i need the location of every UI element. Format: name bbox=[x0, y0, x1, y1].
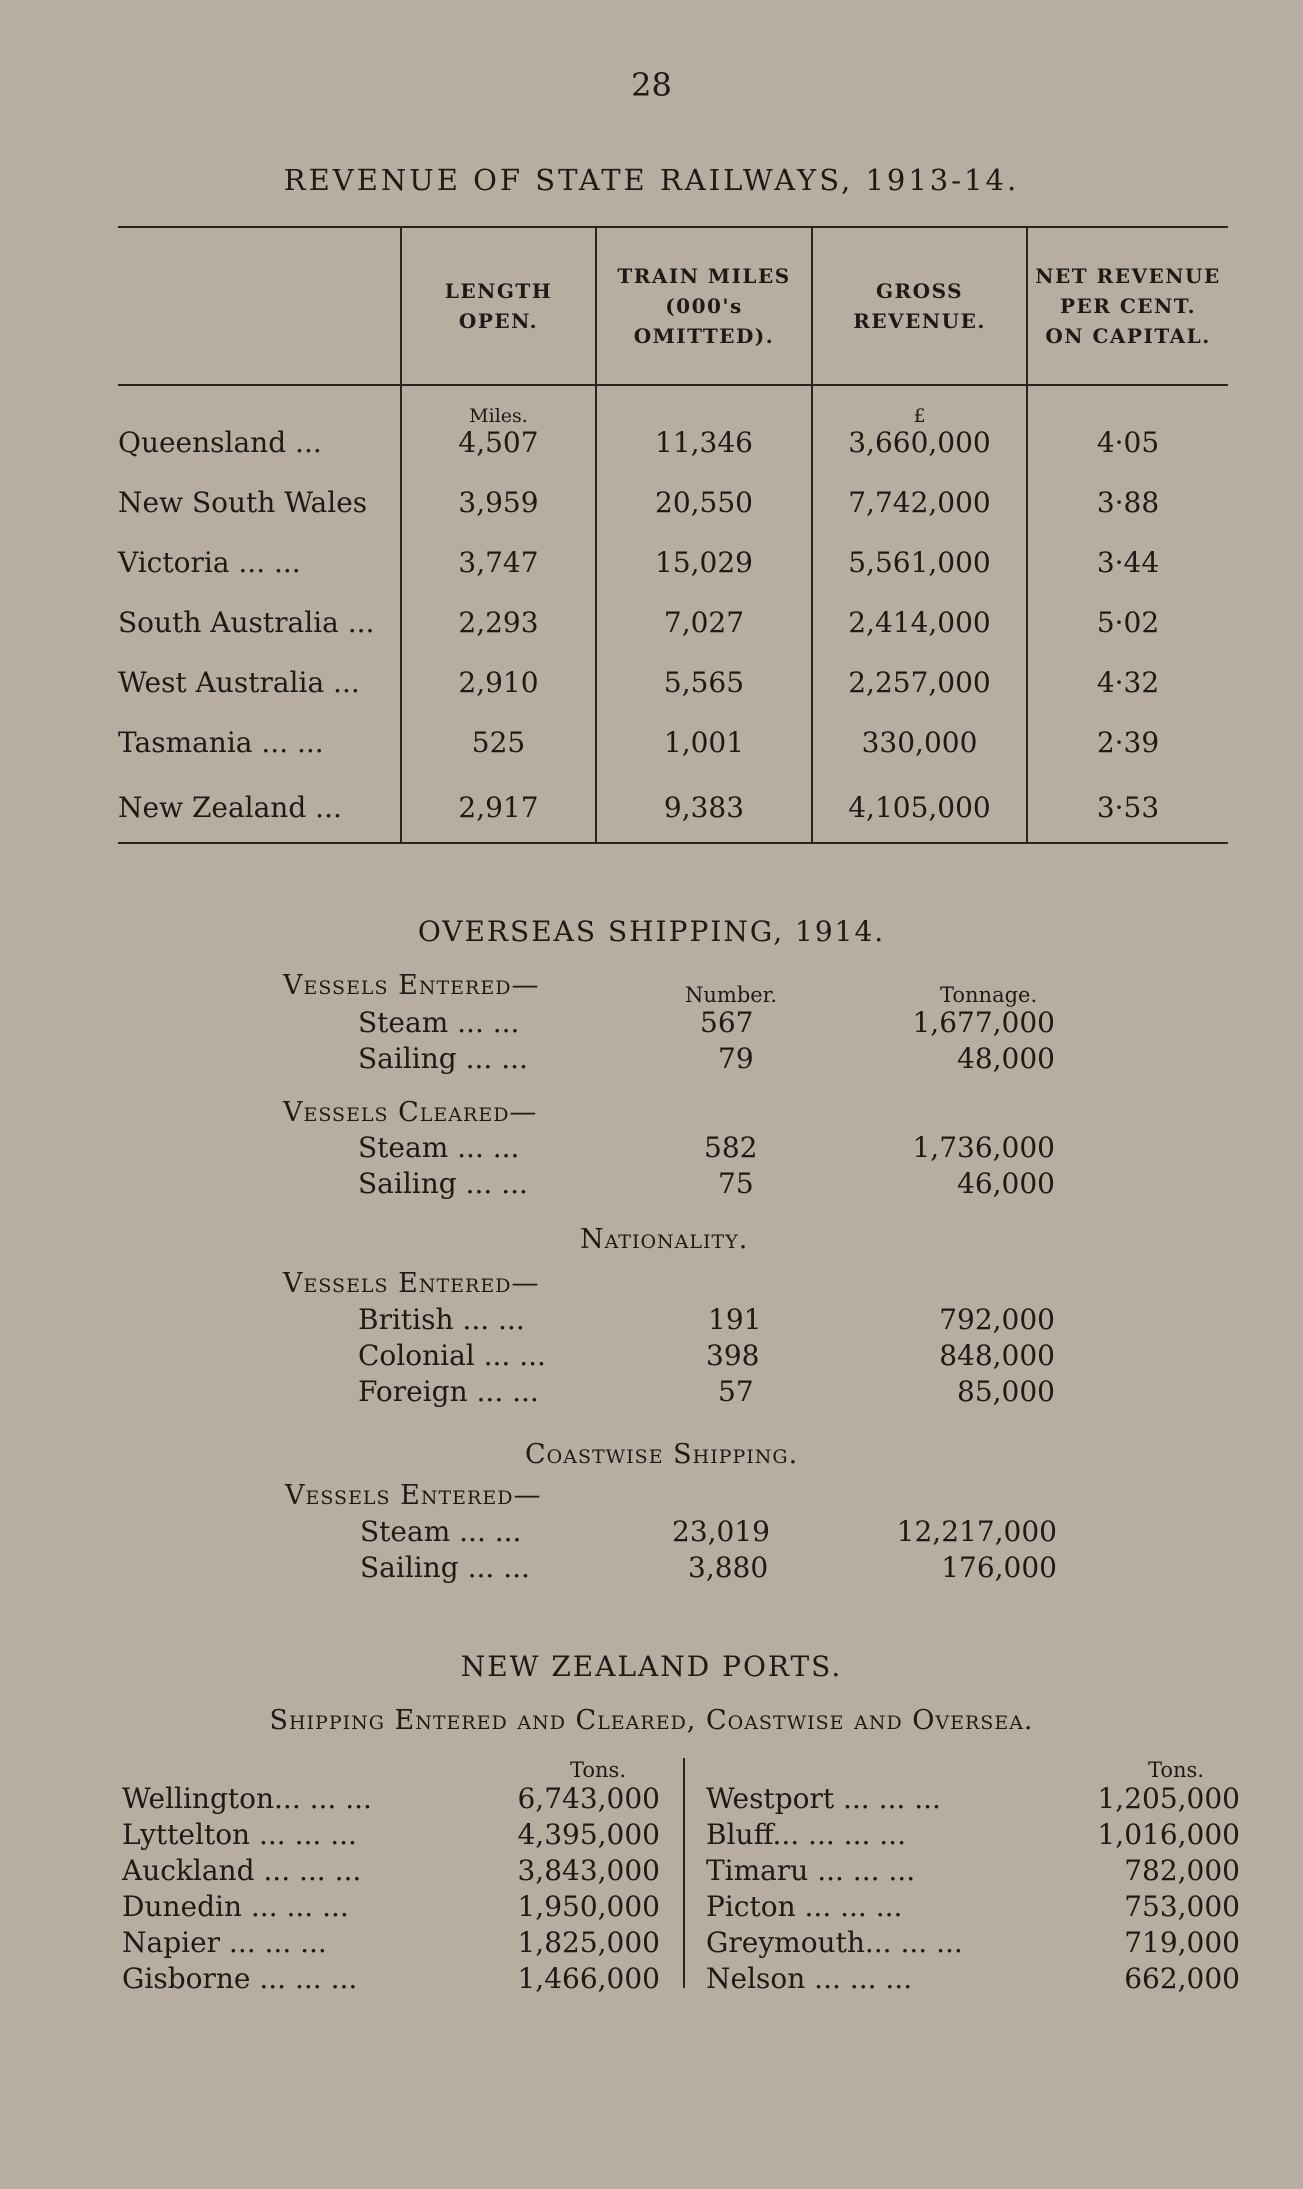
table-row bbox=[118, 772, 1228, 843]
tonnage-header: Tonnage. bbox=[940, 983, 1038, 1007]
revenue-header-blank bbox=[118, 227, 401, 385]
port-name: Greymouth... ... ... bbox=[706, 1926, 963, 1959]
port-tons: 1,950,000 bbox=[517, 1890, 660, 1923]
port-tons: 753,000 bbox=[1124, 1890, 1240, 1923]
entered-label: Vessels Entered— bbox=[283, 970, 540, 1001]
state-name: Queensland ... bbox=[118, 425, 322, 459]
length-value: 2,293 bbox=[401, 592, 596, 652]
cleared-steam-label: Steam ... ... bbox=[358, 1131, 520, 1164]
foreign-number: 57 bbox=[718, 1375, 754, 1408]
port-name: Napier ... ... ... bbox=[122, 1926, 327, 1959]
entered-sailing-number: 79 bbox=[718, 1042, 754, 1075]
foreign-label: Foreign ... ... bbox=[358, 1375, 539, 1408]
port-tons: 1,016,000 bbox=[1097, 1818, 1240, 1851]
table-row bbox=[118, 712, 1228, 772]
cleared-sailing-label: Sailing ... ... bbox=[358, 1167, 528, 1200]
port-name: Dunedin ... ... ... bbox=[122, 1890, 349, 1923]
port-tons: 1,825,000 bbox=[517, 1926, 660, 1959]
length-value: 3,959 bbox=[401, 472, 596, 532]
port-name: Bluff... ... ... ... bbox=[706, 1818, 906, 1851]
port-tons: 719,000 bbox=[1124, 1926, 1240, 1959]
state-name: West Australia ... bbox=[118, 665, 360, 699]
nationality-title: Nationality. bbox=[580, 1224, 749, 1255]
revenue-table bbox=[118, 226, 1228, 844]
coast-sailing-label: Sailing ... ... bbox=[360, 1551, 530, 1584]
foreign-tonnage: 85,000 bbox=[957, 1375, 1055, 1408]
gross-value: 2,414,000 bbox=[812, 592, 1027, 652]
cleared-steam-number: 582 bbox=[704, 1131, 758, 1164]
coastwise-title: Coastwise Shipping. bbox=[525, 1439, 799, 1470]
revenue-header-row bbox=[118, 227, 1228, 385]
miles-value: 1,001 bbox=[596, 712, 812, 772]
ports-title: NEW ZEALAND PORTS. bbox=[460, 1650, 843, 1683]
port-tons: 1,466,000 bbox=[517, 1962, 660, 1995]
table-row bbox=[118, 472, 1228, 532]
gross-value: 3,660,000 bbox=[848, 425, 991, 459]
gross-value: 2,257,000 bbox=[812, 652, 1027, 712]
state-name: Tasmania ... ... bbox=[118, 725, 324, 759]
ports-subtitle: Shipping Entered and Cleared, Coastwise and Oversea. bbox=[269, 1705, 1034, 1736]
british-label: British ... ... bbox=[358, 1303, 525, 1336]
coast-steam-tonnage: 12,217,000 bbox=[896, 1515, 1057, 1548]
net-value: 4·05 bbox=[1096, 425, 1160, 459]
port-name: Nelson ... ... ... bbox=[706, 1962, 913, 1995]
miles-cell bbox=[596, 385, 812, 472]
header-train-miles-text: TRAIN MILES (000's OMITTED). bbox=[617, 264, 791, 348]
ports-divider bbox=[683, 1758, 685, 1988]
coast-sailing-number: 3,880 bbox=[688, 1551, 769, 1584]
port-name: Picton ... ... ... bbox=[706, 1890, 903, 1923]
tons-header-left: Tons. bbox=[570, 1758, 626, 1782]
page-number: 28 bbox=[631, 66, 672, 104]
unit-miles: Miles. bbox=[469, 404, 528, 427]
colonial-number: 398 bbox=[706, 1339, 760, 1372]
header-length-text: LENGTH OPEN. bbox=[444, 279, 553, 333]
miles-value: 20,550 bbox=[596, 472, 812, 532]
miles-value: 11,346 bbox=[655, 425, 753, 459]
state-name: New Zealand ... bbox=[118, 772, 401, 843]
port-name: Gisborne ... ... ... bbox=[122, 1962, 358, 1995]
table-row bbox=[118, 532, 1228, 592]
gross-value: 4,105,000 bbox=[812, 772, 1027, 843]
coast-steam-number: 23,019 bbox=[672, 1515, 770, 1548]
net-value: 2·39 bbox=[1027, 712, 1228, 772]
port-name: Timaru ... ... ... bbox=[706, 1854, 916, 1887]
overseas-title: OVERSEAS SHIPPING, 1914. bbox=[417, 915, 886, 948]
number-header: Number. bbox=[685, 983, 778, 1007]
header-train-miles bbox=[596, 227, 812, 385]
coast-entered-label: Vessels Entered— bbox=[285, 1480, 542, 1511]
net-value: 4·32 bbox=[1027, 652, 1228, 712]
port-name: Westport ... ... ... bbox=[706, 1782, 941, 1815]
coast-sailing-tonnage: 176,000 bbox=[941, 1551, 1057, 1584]
header-net bbox=[1027, 227, 1228, 385]
port-tons: 6,743,000 bbox=[517, 1782, 660, 1815]
net-value: 3·53 bbox=[1027, 772, 1228, 843]
table-row bbox=[118, 652, 1228, 712]
cleared-label: Vessels Cleared— bbox=[283, 1097, 538, 1128]
gross-value: 7,742,000 bbox=[812, 472, 1027, 532]
net-value: 3·44 bbox=[1027, 532, 1228, 592]
length-value: 525 bbox=[401, 712, 596, 772]
miles-value: 5,565 bbox=[596, 652, 812, 712]
length-value: 4,507 bbox=[458, 425, 539, 459]
header-gross-text: GROSS REVENUE. bbox=[853, 279, 986, 333]
length-value: 2,910 bbox=[401, 652, 596, 712]
colonial-tonnage: 848,000 bbox=[939, 1339, 1055, 1372]
state-name: Victoria ... ... bbox=[118, 545, 301, 579]
miles-value: 7,027 bbox=[596, 592, 812, 652]
entered-steam-tonnage: 1,677,000 bbox=[912, 1006, 1055, 1039]
state-name: South Australia ... bbox=[118, 605, 375, 639]
gross-value: 5,561,000 bbox=[812, 532, 1027, 592]
port-name: Wellington... ... ... bbox=[122, 1782, 372, 1815]
header-net-text: NET REVENUE PER CENT. ON CAPITAL. bbox=[1035, 264, 1221, 348]
gross-cell bbox=[812, 385, 1027, 472]
port-name: Lyttelton ... ... ... bbox=[122, 1818, 357, 1851]
header-gross bbox=[812, 227, 1027, 385]
coast-steam-label: Steam ... ... bbox=[360, 1515, 522, 1548]
port-tons: 4,395,000 bbox=[517, 1818, 660, 1851]
british-number: 191 bbox=[708, 1303, 762, 1336]
table-row bbox=[118, 592, 1228, 652]
unit-pound: £ bbox=[913, 404, 926, 427]
nat-entered-label: Vessels Entered— bbox=[283, 1268, 540, 1299]
entered-steam-number: 567 bbox=[700, 1006, 754, 1039]
table-row bbox=[118, 385, 1228, 472]
net-value: 3·88 bbox=[1027, 472, 1228, 532]
length-value: 3,747 bbox=[401, 532, 596, 592]
net-value: 5·02 bbox=[1027, 592, 1228, 652]
net-cell bbox=[1027, 385, 1228, 472]
length-value: 2,917 bbox=[401, 772, 596, 843]
port-tons: 782,000 bbox=[1124, 1854, 1240, 1887]
port-name: Auckland ... ... ... bbox=[122, 1854, 362, 1887]
cleared-sailing-number: 75 bbox=[718, 1167, 754, 1200]
entered-steam-label: Steam ... ... bbox=[358, 1006, 520, 1039]
state-name: New South Wales bbox=[118, 485, 368, 519]
revenue-title: REVENUE OF STATE RAILWAYS, 1913-14. bbox=[283, 163, 1020, 197]
entered-sailing-label: Sailing ... ... bbox=[358, 1042, 528, 1075]
cleared-steam-tonnage: 1,736,000 bbox=[912, 1131, 1055, 1164]
miles-value: 15,029 bbox=[596, 532, 812, 592]
colonial-label: Colonial ... ... bbox=[358, 1339, 546, 1372]
british-tonnage: 792,000 bbox=[939, 1303, 1055, 1336]
miles-value: 9,383 bbox=[596, 772, 812, 843]
length-cell bbox=[401, 385, 596, 472]
header-length bbox=[401, 227, 596, 385]
tons-header-right: Tons. bbox=[1148, 1758, 1204, 1782]
cleared-sailing-tonnage: 46,000 bbox=[957, 1167, 1055, 1200]
entered-sailing-tonnage: 48,000 bbox=[957, 1042, 1055, 1075]
port-tons: 3,843,000 bbox=[517, 1854, 660, 1887]
port-tons: 1,205,000 bbox=[1097, 1782, 1240, 1815]
gross-value: 330,000 bbox=[812, 712, 1027, 772]
port-tons: 662,000 bbox=[1124, 1962, 1240, 1995]
